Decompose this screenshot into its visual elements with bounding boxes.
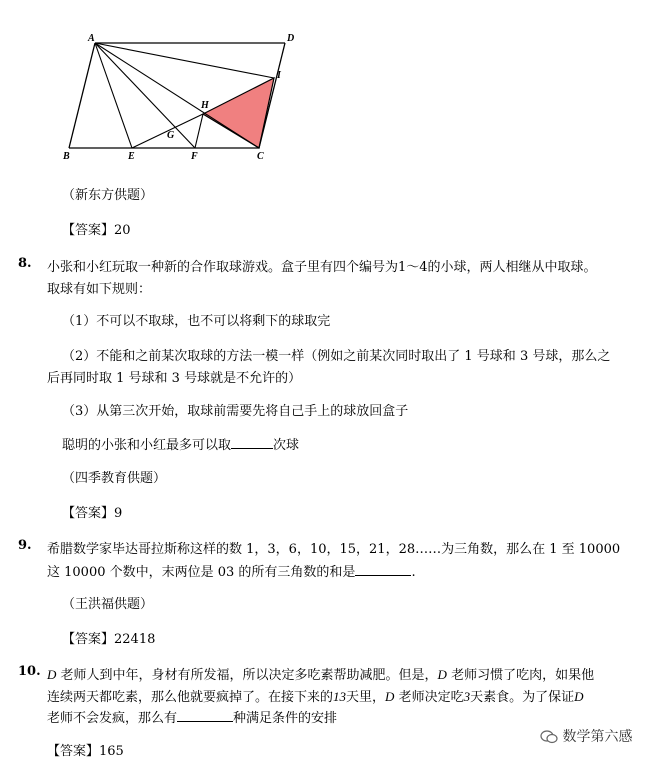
number-3: 3	[463, 689, 471, 704]
q9-source: （王洪福供题）	[62, 597, 154, 612]
label-G: G	[167, 130, 175, 141]
label-C: C	[257, 151, 264, 162]
q10-line2	[47, 686, 583, 705]
question-text: 这 10000 个数中，末两位是 03 的所有三角数的和是	[47, 565, 356, 580]
q9-number: 9.	[18, 538, 32, 553]
q7-answer	[62, 219, 131, 238]
q10-line3	[47, 707, 337, 726]
q8-line2: 取球有如下规则：	[47, 282, 152, 297]
answer-value: 20	[114, 223, 131, 238]
question-text: 连续两天都吃素，那么他就要疯掉了。在接下来的	[47, 690, 334, 705]
question-text: 老师人到中年，身材有所发福，所以决定多吃素帮助减肥。但是，	[60, 668, 438, 683]
q8-rule2b: 后再同时取 1 号球和 3 号球就是不允许的）	[47, 371, 302, 386]
variable-d: D	[47, 667, 57, 682]
watermark	[540, 726, 632, 746]
question-text: 老师不会发疯，那么有	[47, 711, 178, 726]
number-13: 13	[333, 689, 347, 704]
q8-source: （四季教育供题）	[62, 471, 167, 486]
answer-label: 【答案】	[62, 506, 115, 521]
question-text: 种满足条件的安排	[233, 711, 338, 726]
answer-blank	[231, 436, 273, 449]
label-E: E	[128, 151, 135, 162]
q10-line1	[47, 664, 594, 683]
q10-answer	[47, 740, 124, 759]
answer-value: 9	[114, 506, 123, 521]
question-text: .	[411, 565, 416, 580]
geometry-figure	[55, 30, 305, 170]
answer-value: 165	[99, 744, 124, 759]
q8-rule3: （3）从第三次开始，取球前需要先将自己手上的球放回盒子	[62, 404, 409, 419]
answer-label: 【答案】	[62, 223, 115, 238]
q9-answer	[62, 628, 155, 647]
q8-number: 8.	[18, 256, 32, 271]
wechat-icon	[540, 730, 558, 744]
question-text: 老师决定吃	[398, 690, 464, 705]
shaded-triangle	[203, 78, 274, 148]
q9-line2	[47, 561, 416, 580]
q7-source: （新东方供题）	[62, 188, 154, 203]
answer-blank	[355, 563, 411, 576]
q8-rule2a: （2）不能和之前某次取球的方法一模一样（例如之前某次同时取出了 1 号球和 3 号球，那么之	[62, 349, 611, 364]
question-text: 天素食。为了保证	[470, 690, 575, 705]
q10-number: 10.	[18, 664, 41, 679]
answer-value: 22418	[114, 632, 156, 647]
q8-question	[62, 434, 299, 453]
question-text: 聪明的小张和小红最多可以取	[62, 438, 232, 453]
label-H: H	[201, 100, 209, 111]
label-I: I	[277, 70, 281, 81]
answer-label: 【答案】	[47, 744, 100, 759]
q8-line1: 小张和小红玩取一种新的合作取球游戏。盒子里有四个编号为1～4的小球，两人相继从中取球。	[47, 260, 597, 275]
label-A: A	[88, 33, 95, 44]
variable-d: D	[574, 689, 584, 704]
q9-line1: 希腊数学家毕达哥拉斯称这样的数 1，3，6，10，15，21，28……为三角数，那么在 1 至 10000	[47, 542, 621, 557]
variable-d: D	[437, 667, 447, 682]
question-text: 老师习惯了吃肉，如果他	[451, 668, 595, 683]
answer-label: 【答案】	[62, 632, 115, 647]
q8-answer	[62, 502, 122, 521]
label-D: D	[287, 33, 295, 44]
variable-d: D	[385, 689, 395, 704]
q8-rule1: （1）不可以不取球，也不可以将剩下的球取完	[62, 314, 331, 329]
watermark-text: 数学第六感	[562, 729, 633, 745]
question-text: 次球	[273, 438, 300, 453]
answer-blank	[177, 709, 233, 722]
label-F: F	[191, 151, 198, 162]
question-text: 天里，	[346, 690, 386, 705]
label-B: B	[63, 151, 70, 162]
